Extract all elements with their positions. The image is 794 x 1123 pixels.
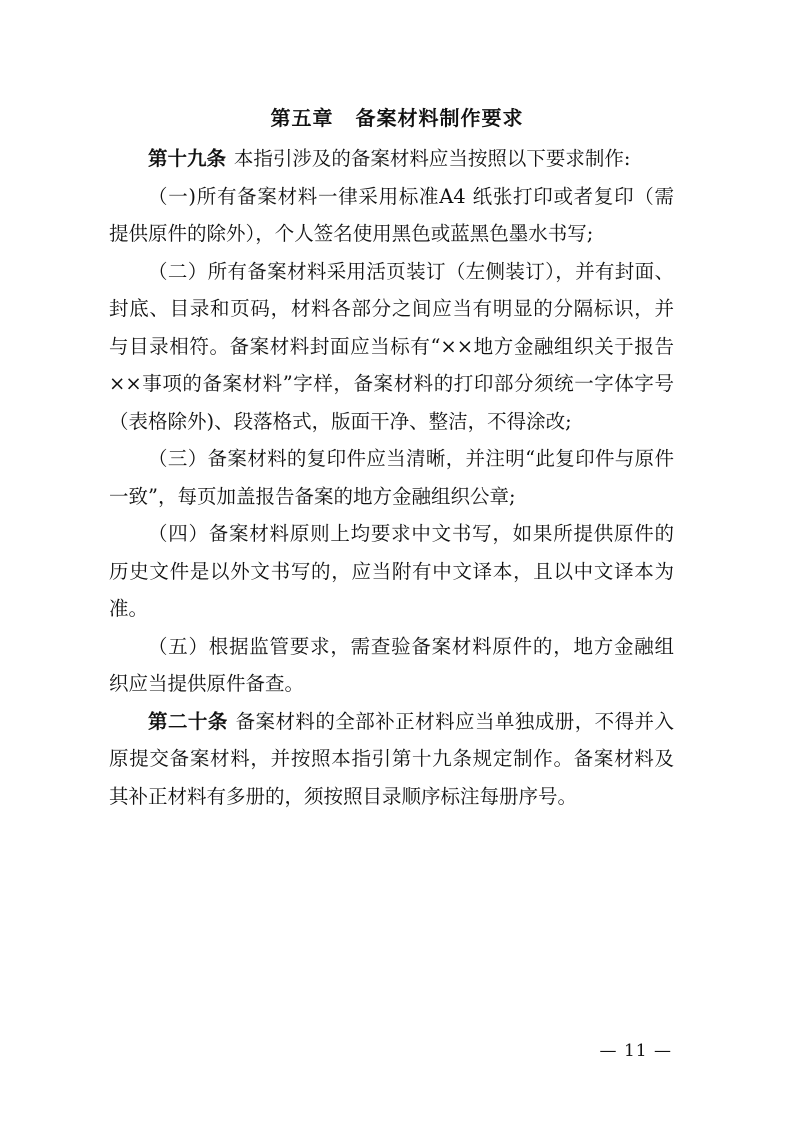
item-1: （一)所有备案材料一律采用标准A4 纸张打印或者复印（需提供原件的除外），个人签名使用黑色或蓝黑色墨水书写; xyxy=(109,184,674,245)
article-19-text: 本指引涉及的备案材料应当按照以下要求制作: xyxy=(233,147,631,170)
article-19-label: 第十九条 xyxy=(148,147,227,170)
chapter-number: 第五章 xyxy=(270,106,334,130)
item-5: （五）根据监管要求，需查验备案材料原件的，地方金融组织应当提供原件备查。 xyxy=(109,634,674,695)
page-number: — 11 — xyxy=(599,1041,672,1061)
article-20-text: 备案材料的全部补正材料应当单独成册，不得并入原提交备案材料，并按照本指引第十九条规定制作。备案材料及其补正材料有多册的，须按照目录顺序标注每册序号。 xyxy=(109,709,674,808)
chapter-heading: 备案材料制作要求 xyxy=(355,106,524,130)
article-19 xyxy=(109,140,674,178)
document-body xyxy=(109,140,674,815)
chapter-title xyxy=(0,102,794,131)
item-4: （四）备案材料原则上均要求中文书写，如果所提供原件的历史文件是以外文书写的，应当附有中文译本，且以中文译本为准。 xyxy=(109,522,674,620)
item-3: （三）备案材料的复印件应当清晰，并注明“此复印件与原件一致”，每页加盖报告备案的地方金融组织公章; xyxy=(109,447,674,508)
item-2: （二）所有备案材料采用活页装订（左侧装订），并有封面、封底、目录和页码，材料各部分之间应当有明显的分隔标识，并与目录相符。备案材料封面应当标有“××地方金融组织关于报告××事项的备案材料”字样，备案材料的打印部分须统一字体字号（表格除外)、段落格式，版面干净、整洁，不得涂改; xyxy=(109,259,674,433)
article-20 xyxy=(109,703,674,816)
article-20-label: 第二十条 xyxy=(148,709,228,733)
